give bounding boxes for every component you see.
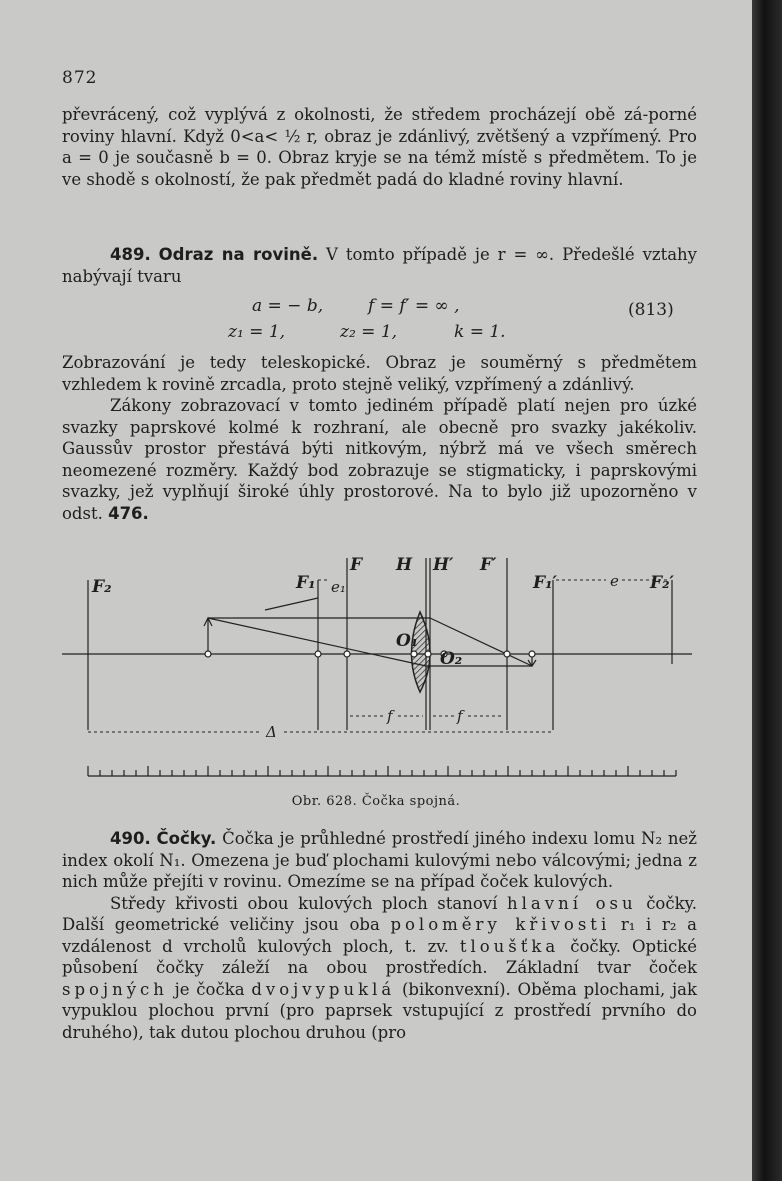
paragraph-stredy: [62, 893, 697, 1044]
term-polomery-krivosti: poloměry křivosti: [390, 915, 611, 934]
label-F-prime: F′: [480, 555, 497, 575]
label-delta: Δ: [266, 723, 277, 741]
section-489-title: Odraz na rovině.: [158, 245, 319, 264]
paragraph-intro-text: převrácený, což vyplývá z okolnosti, že středem procházejí obě zá-porné roviny hlavní. Když 0<a< ½ r, obraz je zdánlivý, zvětšený a vzpřímený. Pro a = 0 je současně b = 0. Obraz kryje se na témž místě s předmětem. To je ve shodě s okolností, že pak předmět padá do kladné roviny hlavní.: [62, 105, 697, 189]
lens-diagram: [0, 540, 752, 790]
label-F2-left: F₂: [92, 577, 112, 597]
equation-a-b: a = − b,: [252, 296, 324, 316]
scale-ruler: [88, 766, 676, 776]
label-O1: O₁: [396, 631, 419, 651]
ray-focal-in: [208, 618, 426, 666]
equation-k: k = 1.: [454, 322, 506, 342]
equation-z2: z₂ = 1,: [340, 322, 398, 342]
label-H: H: [396, 555, 413, 575]
section-490-number: 490.: [110, 829, 151, 848]
label-e: e: [610, 572, 619, 590]
term-tloustka: tloušťka: [459, 936, 560, 956]
stredy-text-4: čočky. Optické působení čočky záleží na obou prostředích. Základní tvar čoček: [62, 936, 697, 977]
term-hlavni-osa: hlavní osu: [507, 893, 637, 913]
point-F1: [315, 651, 321, 657]
term-spojnych: spojných: [62, 979, 168, 999]
stredy-text-6: (bikonvexní). Oběma plochami, jak vypuklou plochou první (pro paprsek vstupující z prostředí prvního do druhého), tak dutou plochou druhou (pro: [62, 979, 697, 1042]
section-489-text: V tomto případě je r = ∞. Předešlé vztahy nabývají tvaru: [62, 245, 698, 286]
label-F2-prime: F₂′: [650, 573, 674, 593]
point-H: [425, 651, 431, 657]
stredy-text-2: čočky. Další geometrické veličiny jsou oba: [62, 893, 697, 934]
book-spine: [752, 0, 782, 1181]
section-490: [62, 828, 697, 1043]
label-F: F: [350, 555, 363, 575]
term-dvojvypukla: dvojvypuklá: [251, 979, 396, 999]
point-F-prime: [504, 651, 510, 657]
stredy-text-1: Středy křivosti obou kulových ploch stanoví: [110, 893, 507, 913]
equation-number: (813): [628, 300, 674, 320]
label-H-prime: H′: [433, 555, 454, 575]
stredy-text-3: r₁ i r₂ a vzdálenost d vrcholů kulových ploch, t. zv.: [62, 915, 697, 956]
point-object-base: [205, 651, 211, 657]
point-F: [344, 651, 350, 657]
label-f-right: f: [457, 707, 463, 725]
section-490-text: Čočka je průhledné prostředí jiného indexu lomu N₂ než index okolí N₁. Omezena je buď plochami kulovými nebo válcovými; jedna z nich může přejíti v rovinu. Omezíme se na případ čoček kulových.: [62, 829, 697, 891]
label-e1: e₁: [331, 578, 346, 596]
page-number: 872: [62, 68, 98, 88]
label-f-left: f: [387, 707, 393, 725]
point-image-base: [529, 651, 535, 657]
label-F1: F₁: [296, 573, 316, 593]
paragraph-intro: [62, 104, 697, 190]
label-O2: O₂: [440, 649, 463, 669]
paragraph-zakony-text: Zákony zobrazovací v tomto jediném případě platí nejen pro úzké svazky paprskové kolmé k rozhraní, ale obecně pro svazky jakékoliv. Gaussův prostor přestává býti nitkovým, nýbrž má ve všech směrech neomezené rozměry. Každý bod zobrazuje se stigmaticky, i paprskovými svazky, jež vyplňují široké úhly prostorové. Na to bylo již upozorněno v odst.: [62, 396, 697, 523]
paragraph-zakony: [62, 395, 697, 524]
equation-f: f = f′ = ∞ ,: [368, 296, 460, 316]
label-F1-prime: F₁′: [533, 573, 557, 593]
small-ray: [265, 598, 318, 610]
section-489-number: 489.: [110, 245, 151, 264]
section-490-title: Čočky.: [156, 829, 217, 848]
equation-z1: z₁ = 1,: [228, 322, 286, 342]
paragraph-zobrazovani: [62, 352, 697, 524]
figure-caption: Obr. 628. Čočka spojná.: [291, 794, 461, 809]
point-O1: [411, 651, 417, 657]
stredy-text-5: je čočka: [167, 979, 252, 999]
section-489: [62, 244, 697, 287]
paragraph-zobrazovani-text: Zobrazování je tedy teleskopické. Obraz je souměrný s předmětem vzhledem k rovině zrcadla, proto stejně veliký, vzpřímený a zdánlivý.: [62, 353, 697, 394]
section-reference-476: 476.: [108, 503, 149, 523]
